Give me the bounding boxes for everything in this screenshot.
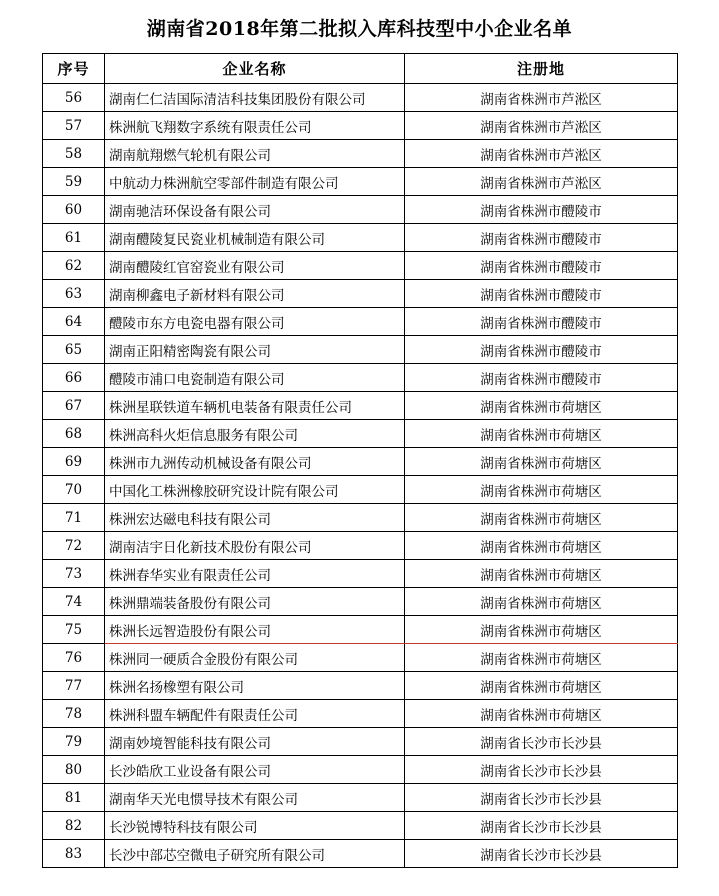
cell-no: 67: [43, 392, 105, 420]
cell-no: 79: [43, 728, 105, 756]
table-row: [43, 616, 678, 644]
cell-registration-location: 湖南省株洲市醴陵市: [405, 224, 678, 252]
cell-no: 58: [43, 140, 105, 168]
table-row: [43, 560, 678, 588]
cell-registration-location: 湖南省株洲市芦淞区: [405, 84, 678, 112]
cell-no: 72: [43, 532, 105, 560]
cell-enterprise-name: 株洲航飞翔数字系统有限责任公司: [105, 112, 405, 140]
table-row: [43, 672, 678, 700]
table-header: [43, 54, 678, 84]
cell-registration-location: 湖南省株洲市荷塘区: [405, 672, 678, 700]
cell-registration-location: 湖南省株洲市荷塘区: [405, 616, 678, 644]
table-row: [43, 308, 678, 336]
table-header-row: [43, 54, 678, 84]
cell-enterprise-name: 株洲科盟车辆配件有限责任公司: [105, 700, 405, 728]
cell-no: 56: [43, 84, 105, 112]
cell-no: 83: [43, 840, 105, 868]
cell-enterprise-name: 湖南柳鑫电子新材料有限公司: [105, 280, 405, 308]
cell-no: 61: [43, 224, 105, 252]
cell-enterprise-name: 长沙皓欣工业设备有限公司: [105, 756, 405, 784]
cell-registration-location: 湖南省株洲市芦淞区: [405, 168, 678, 196]
cell-no: 62: [43, 252, 105, 280]
cell-no: 77: [43, 672, 105, 700]
cell-no: 60: [43, 196, 105, 224]
cell-registration-location: 湖南省株洲市荷塘区: [405, 588, 678, 616]
cell-registration-location: 湖南省株洲市荷塘区: [405, 532, 678, 560]
cell-registration-location: 湖南省株洲市荷塘区: [405, 420, 678, 448]
table-row: [43, 644, 678, 672]
cell-enterprise-name: 醴陵市浦口电瓷制造有限公司: [105, 364, 405, 392]
cell-registration-location: 湖南省株洲市荷塘区: [405, 700, 678, 728]
cell-registration-location: 湖南省株洲市醴陵市: [405, 308, 678, 336]
cell-no: 75: [43, 616, 105, 644]
cell-enterprise-name: 株洲鼎端装备股份有限公司: [105, 588, 405, 616]
table-row: [43, 420, 678, 448]
cell-registration-location: 湖南省株洲市荷塘区: [405, 644, 678, 672]
table-row: [43, 84, 678, 112]
cell-registration-location: 湖南省株洲市醴陵市: [405, 196, 678, 224]
table-row: [43, 728, 678, 756]
table-row: [43, 812, 678, 840]
cell-registration-location: 湖南省株洲市荷塘区: [405, 448, 678, 476]
table-row: [43, 168, 678, 196]
cell-enterprise-name: 中航动力株洲航空零部件制造有限公司: [105, 168, 405, 196]
table-row: [43, 532, 678, 560]
cell-registration-location: 湖南省株洲市荷塘区: [405, 560, 678, 588]
table-row: [43, 196, 678, 224]
cell-enterprise-name: 湖南妙境智能科技有限公司: [105, 728, 405, 756]
column-header-name: 企业名称: [105, 54, 405, 84]
cell-enterprise-name: 株洲春华实业有限责任公司: [105, 560, 405, 588]
table-row: [43, 364, 678, 392]
page-title: 湖南省2018年第二批拟入库科技型中小企业名单: [146, 18, 573, 40]
cell-enterprise-name: 长沙锐博特科技有限公司: [105, 812, 405, 840]
table-row: [43, 224, 678, 252]
cell-registration-location: 湖南省长沙市长沙县: [405, 812, 678, 840]
cell-enterprise-name: 湖南正阳精密陶瓷有限公司: [105, 336, 405, 364]
cell-registration-location: 湖南省长沙市长沙县: [405, 756, 678, 784]
table-row: [43, 840, 678, 868]
cell-registration-location: 湖南省株洲市荷塘区: [405, 504, 678, 532]
cell-no: 66: [43, 364, 105, 392]
table-row: [43, 448, 678, 476]
table-row: [43, 476, 678, 504]
cell-enterprise-name: 湖南仁仁洁国际清洁科技集团股份有限公司: [105, 84, 405, 112]
cell-registration-location: 湖南省长沙市长沙县: [405, 728, 678, 756]
cell-no: 68: [43, 420, 105, 448]
cell-no: 65: [43, 336, 105, 364]
cell-enterprise-name: 醴陵市东方电瓷电器有限公司: [105, 308, 405, 336]
cell-no: 69: [43, 448, 105, 476]
cell-no: 74: [43, 588, 105, 616]
cell-registration-location: 湖南省株洲市荷塘区: [405, 392, 678, 420]
cell-enterprise-name: 株洲市九洲传动机械设备有限公司: [105, 448, 405, 476]
cell-no: 81: [43, 784, 105, 812]
cell-enterprise-name: 株洲高科火炬信息服务有限公司: [105, 420, 405, 448]
cell-enterprise-name: 株洲星联铁道车辆机电装备有限责任公司: [105, 392, 405, 420]
table-row: [43, 392, 678, 420]
cell-no: 76: [43, 644, 105, 672]
cell-enterprise-name: 株洲宏达磁电科技有限公司: [105, 504, 405, 532]
cell-registration-location: 湖南省长沙市长沙县: [405, 784, 678, 812]
cell-no: 82: [43, 812, 105, 840]
table-row: [43, 700, 678, 728]
cell-registration-location: 湖南省株洲市荷塘区: [405, 476, 678, 504]
column-header-location: 注册地: [405, 54, 678, 84]
cell-registration-location: 湖南省株洲市芦淞区: [405, 140, 678, 168]
table-row: [43, 280, 678, 308]
cell-enterprise-name: 湖南驰洁环保设备有限公司: [105, 196, 405, 224]
cell-enterprise-name: 中国化工株洲橡胶研究设计院有限公司: [105, 476, 405, 504]
cell-enterprise-name: 长沙中部芯空微电子研究所有限公司: [105, 840, 405, 868]
cell-enterprise-name: 湖南洁宇日化新技术股份有限公司: [105, 532, 405, 560]
cell-enterprise-name: 株洲同一硬质合金股份有限公司: [105, 644, 405, 672]
cell-enterprise-name: 湖南航翔燃气轮机有限公司: [105, 140, 405, 168]
table-row: [43, 112, 678, 140]
table-row: [43, 784, 678, 812]
cell-registration-location: 湖南省株洲市醴陵市: [405, 336, 678, 364]
cell-no: 59: [43, 168, 105, 196]
cell-no: 73: [43, 560, 105, 588]
enterprise-listing-table: [42, 53, 678, 868]
cell-registration-location: 湖南省株洲市醴陵市: [405, 252, 678, 280]
cell-enterprise-name: 株洲长远智造股份有限公司: [105, 616, 405, 644]
cell-registration-location: 湖南省株洲市醴陵市: [405, 280, 678, 308]
cell-enterprise-name: 湖南华天光电惯导技术有限公司: [105, 784, 405, 812]
cell-no: 71: [43, 504, 105, 532]
table-row: [43, 504, 678, 532]
cell-registration-location: 湖南省株洲市芦淞区: [405, 112, 678, 140]
cell-no: 64: [43, 308, 105, 336]
cell-no: 63: [43, 280, 105, 308]
cell-registration-location: 湖南省株洲市醴陵市: [405, 364, 678, 392]
table-row: [43, 336, 678, 364]
cell-enterprise-name: 株洲名扬橡塑有限公司: [105, 672, 405, 700]
table-body: [43, 84, 678, 868]
table-row: [43, 140, 678, 168]
table-row: [43, 588, 678, 616]
column-header-no: 序号: [43, 54, 105, 84]
cell-no: 70: [43, 476, 105, 504]
cell-no: 80: [43, 756, 105, 784]
table-row: [43, 252, 678, 280]
cell-registration-location: 湖南省长沙市长沙县: [405, 840, 678, 868]
cell-no: 57: [43, 112, 105, 140]
cell-enterprise-name: 湖南醴陵复民瓷业机械制造有限公司: [105, 224, 405, 252]
cell-enterprise-name: 湖南醴陵红官窑瓷业有限公司: [105, 252, 405, 280]
table-row: [43, 756, 678, 784]
cell-no: 78: [43, 700, 105, 728]
